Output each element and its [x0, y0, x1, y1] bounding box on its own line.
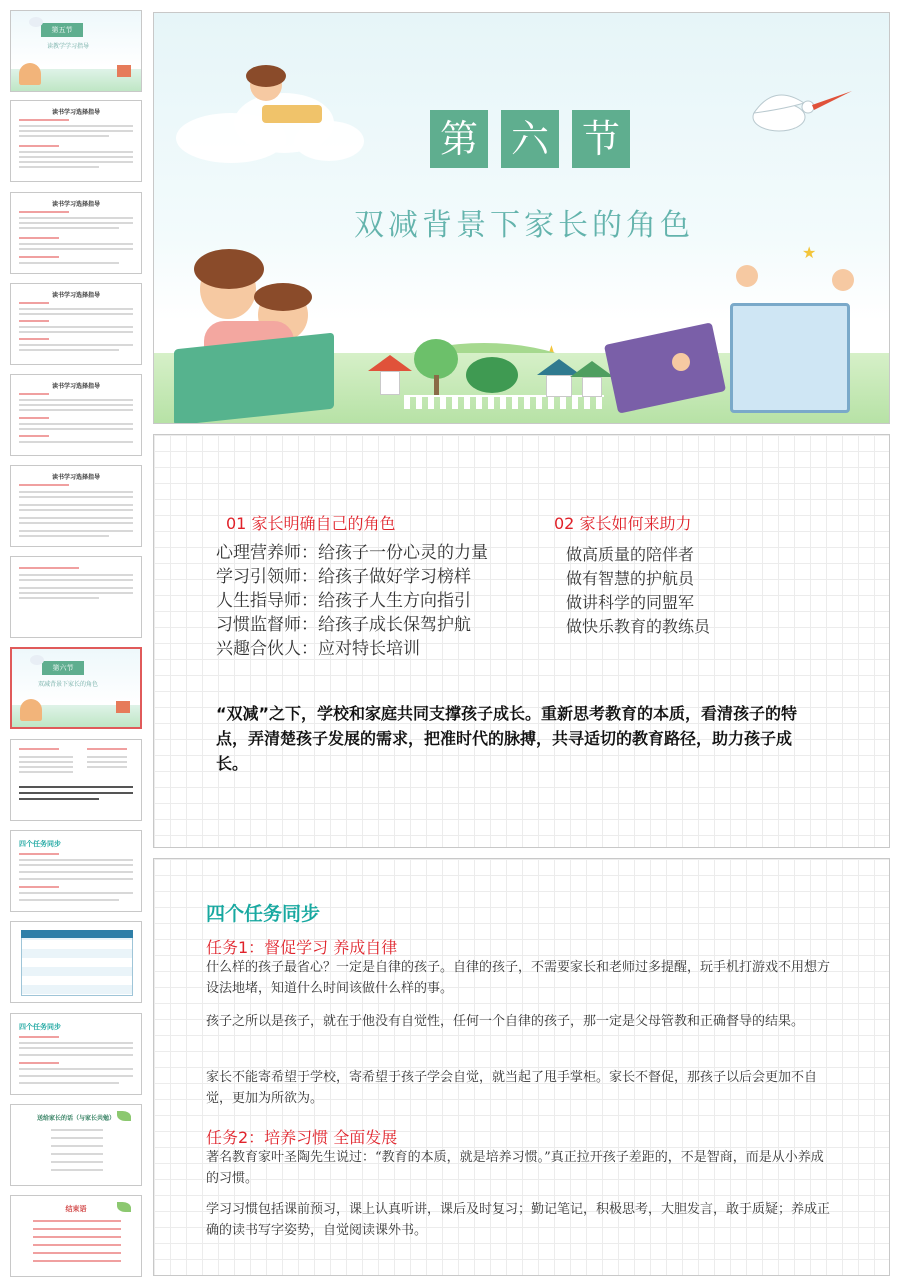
star-icon: ★: [802, 243, 817, 262]
task-2-paragraph-2: 学习习惯包括课前预习，课上认真听讲，课后及时复习；勤记笔记，积极思考，大胆发言，敢于质疑；养成正确的读书写字姿势，自觉阅读课外书。: [206, 1202, 831, 1238]
thumbnail-table: [21, 930, 133, 996]
thumbnail-heading: 读书学习选择指导: [51, 109, 100, 116]
tree-illustration: [414, 339, 458, 379]
help-item: 做快乐教育的教练员: [566, 617, 711, 636]
house-illustration: [116, 701, 130, 713]
thumbnail-heading: 四个任务同步: [19, 1023, 61, 1031]
kids-reading-illustration: [19, 63, 41, 85]
slide-thumbnail-1[interactable]: [10, 10, 142, 92]
slide-thumbnail-8-active[interactable]: [10, 647, 142, 729]
role-item: 兴趣合伙人：应对特长培训: [216, 639, 420, 659]
fence-illustration: [404, 395, 604, 409]
slide-parent-roles[interactable]: [153, 434, 890, 848]
help-item: 做有智慧的护航员: [566, 569, 695, 588]
task-1-paragraph-1: 什么样的孩子最省心？一定是自律的孩子。自律的孩子，不需要家长和老师过多提醒，玩手机打游戏不用想方设法地堵，知道什么时间该做什么样的事。: [206, 960, 831, 996]
thumbnail-subtitle: 双减背景下家长的角色: [38, 681, 99, 688]
cloud-kid-illustration: [30, 655, 44, 665]
thumbnail-heading: 读书学习选择指导: [51, 474, 100, 481]
task-2-paragraph-1: 著名教育家叶圣陶先生说过：“教育的本质，就是培养习惯。”真正拉开孩子差距的，不是智商，而是从小养成的习惯。: [206, 1150, 824, 1186]
leaf-icon: [117, 1111, 131, 1121]
thumbnail-heading: 送给家长的话（与家长共勉）: [36, 1115, 115, 1122]
stork-bird-illustration: [744, 83, 854, 143]
role-item: 习惯监督师：给孩子成长保驾护航: [216, 615, 471, 635]
slide-thumbnail-13[interactable]: [10, 1104, 142, 1186]
task-2-heading: 任务2：培养习惯 全面发展: [206, 1128, 398, 1147]
slide-thumbnail-12[interactable]: [10, 1013, 142, 1095]
help-item: 做讲科学的同盟军: [566, 593, 695, 612]
tree-illustration: [466, 357, 518, 393]
slide-thumbnail-4[interactable]: [10, 283, 142, 365]
title-char-2: 六: [501, 110, 559, 168]
house-illustration: [582, 377, 602, 397]
slide-four-tasks[interactable]: [153, 858, 890, 1276]
help-list: [566, 543, 710, 639]
slide-thumbnail-9[interactable]: [10, 739, 142, 821]
blue-book-illustration: [730, 303, 850, 413]
help-heading: 02 家长如何来助力: [554, 514, 692, 533]
title-char-3: 节: [572, 110, 630, 168]
open-book-illustration: [262, 105, 322, 123]
thumbnail-subtitle: 读教学学习指导: [47, 43, 90, 50]
child-illustration: [672, 353, 690, 371]
thumbnail-heading: 读书学习选择指导: [51, 201, 100, 208]
tasks-title: 四个任务同步: [206, 903, 321, 925]
roles-list: [216, 541, 488, 661]
task-1-paragraph-3: 家长不能寄希望于学校，寄希望于孩子学会自觉，就当起了甩手掌柜。家长不督促，那孩子以后会更加不自觉，更加为所欲为。: [206, 1070, 818, 1106]
leaf-icon: [117, 1202, 131, 1212]
task-1-heading: 任务1：督促学习 养成自律: [206, 938, 398, 957]
kids-reading-illustration: [20, 699, 42, 721]
thumbnail-heading: 读书学习选择指导: [51, 383, 100, 390]
slide-thumbnail-5[interactable]: [10, 374, 142, 456]
roles-heading: 01 家长明确自己的角色: [226, 514, 396, 533]
green-book-illustration: [174, 333, 334, 424]
child-illustration: [832, 269, 854, 291]
help-item: 做高质量的陪伴者: [566, 545, 695, 564]
house-illustration: [117, 65, 131, 77]
house-illustration: [546, 375, 572, 397]
thumbnail-title: 第五节: [41, 23, 83, 37]
thumbnail-heading: 读书学习选择指导: [51, 292, 100, 299]
slide-thumbnail-2[interactable]: [10, 100, 142, 182]
role-item: 心理营养师：给孩子一份心灵的力量: [216, 543, 488, 563]
summary-paragraph: “双减”之下，学校和家庭共同支撑孩子成长。重新思考教育的本质，看清孩子的特点，弄清楚孩子发展的需求，把准时代的脉搏，共寻适切的教育路径，助力孩子成长。: [216, 704, 798, 773]
slide-subtitle: 双减背景下家长的角色: [354, 208, 694, 243]
slide-thumbnail-6[interactable]: [10, 465, 142, 547]
thumbnail-title: 第六节: [42, 661, 84, 675]
slide-thumbnail-14[interactable]: [10, 1195, 142, 1277]
house-illustration: [380, 371, 400, 395]
cloud-illustration: [294, 121, 364, 161]
role-item: 人生指导师：给孩子人生方向指引: [216, 591, 471, 611]
slide-title-section-six[interactable]: [153, 12, 890, 424]
title-char-1: 第: [430, 110, 488, 168]
slide-thumbnail-panel: [0, 0, 150, 1286]
thumbnail-table-header: [21, 930, 133, 938]
thumbnail-heading: 四个任务同步: [19, 840, 61, 848]
cloud-kid-illustration: [29, 17, 43, 27]
task-1-paragraph-2: 孩子之所以是孩子，就在于他没有自觉性，任何一个自律的孩子，那一定是父母管教和正确督导的结果。: [206, 1014, 805, 1029]
slide-thumbnail-10[interactable]: [10, 830, 142, 912]
slide-thumbnail-7[interactable]: [10, 556, 142, 638]
child-illustration: [736, 265, 758, 287]
thumbnail-heading: 结束语: [65, 1205, 87, 1213]
slide-thumbnail-3[interactable]: [10, 192, 142, 274]
role-item: 学习引领师：给孩子做好学习榜样: [216, 567, 471, 587]
slide-thumbnail-11[interactable]: [10, 921, 142, 1003]
